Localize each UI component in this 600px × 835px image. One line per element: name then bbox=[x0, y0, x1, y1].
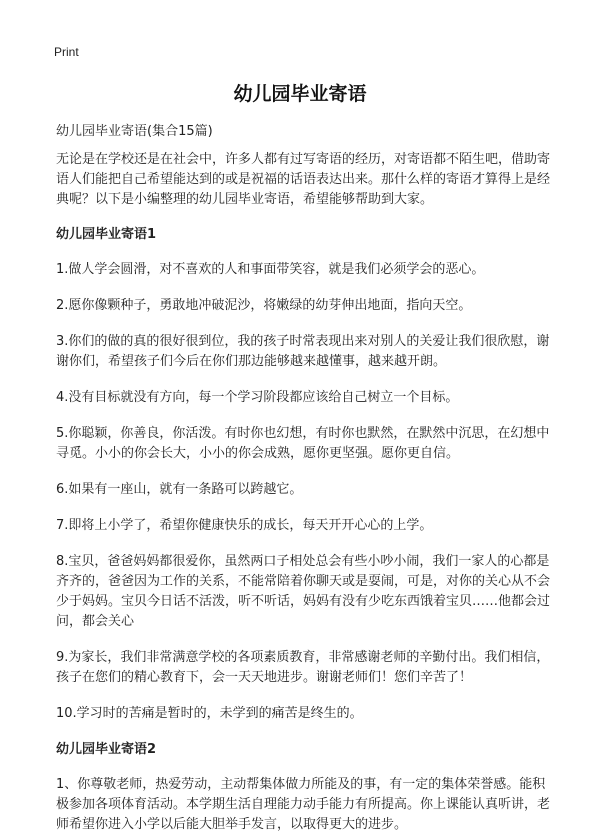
article-body bbox=[56, 150, 550, 835]
print-link[interactable]: Print bbox=[54, 45, 79, 59]
article-subtitle: 幼儿园毕业寄语(集合15篇) bbox=[56, 124, 213, 139]
intro-paragraph: 无论是在学校还是在社会中，许多人都有过写寄语的经历，对寄语都不陌生吧，借助寄语人们能把自己希望能达到的或是祝福的话语表达出来。那什么样的寄语才算得上是经典呢？以下是小编整理的幼儿园毕业寄语，希望能够帮助到大家。 bbox=[56, 152, 551, 207]
list-item: 1、你尊敬老师，热爱劳动，主动帮集体做力所能及的事，有一定的集体荣誉感。能积极参加各项体育活动。本学期生活自理能力动手能力有所提高。你上课能认真听讲，老师希望你进入小学以后能大胆举手发言，以取得更大的进步。 bbox=[56, 777, 551, 832]
list-item: 9.为家长，我们非常满意学校的各项素质教育，非常感谢老师的辛勤付出。我们相信，孩子在您们的精心教育下，会一天天地进步。谢谢老师们！您们辛苦了！ bbox=[56, 650, 550, 685]
list-item: 8.宝贝，爸爸妈妈都很爱你，虽然两口子相处总会有些小吵小闹，我们一家人的心都是齐齐的，爸爸因为工作的关系，不能常陪着你聊天或是耍闹，可是，对你的关心从不会少于妈妈。宝贝今日话不活泼，听不听话，妈妈有没有少吃东西饿着宝贝……他都会过问，都会关心 bbox=[56, 554, 551, 629]
list-item: 3.你们的做的真的很好很到位，我的孩子时常表现出来对别人的关爱让我们很欣慰，谢谢你们，希望孩子们今后在你们那边能够越来越懂事，越来越开朗。 bbox=[56, 334, 550, 369]
list-item: 5.你聪颖，你善良，你活泼。有时你也幻想，有时你也默然，在默然中沉思，在幻想中寻觅。小小的你会长大，小小的你会成熟，愿你更坚强。愿你更自信。 bbox=[56, 426, 550, 461]
section-heading: 幼儿园毕业寄语1 bbox=[56, 227, 157, 242]
list-item: 10.学习时的苦痛是暂时的，未学到的痛苦是终生的。 bbox=[56, 706, 363, 721]
list-item: 6.如果有一座山，就有一条路可以跨越它。 bbox=[56, 482, 303, 497]
section-heading: 幼儿园毕业寄语2 bbox=[56, 742, 157, 757]
list-item: 7.即将上小学了，希望你健康快乐的成长，每天开开心心的上学。 bbox=[56, 518, 433, 533]
list-item: 1.做人学会圆滑，对不喜欢的人和事面带笑容，就是我们必须学会的恶心。 bbox=[56, 262, 485, 277]
page-title: 幼儿园毕业寄语 bbox=[233, 83, 367, 105]
list-item: 4.没有目标就没有方向，每一个学习阶段都应该给自己树立一个目标。 bbox=[56, 390, 459, 405]
list-item: 2.愿你像颗种子，勇敢地冲破泥沙，将嫩绿的幼芽伸出地面，指向天空。 bbox=[56, 298, 472, 313]
